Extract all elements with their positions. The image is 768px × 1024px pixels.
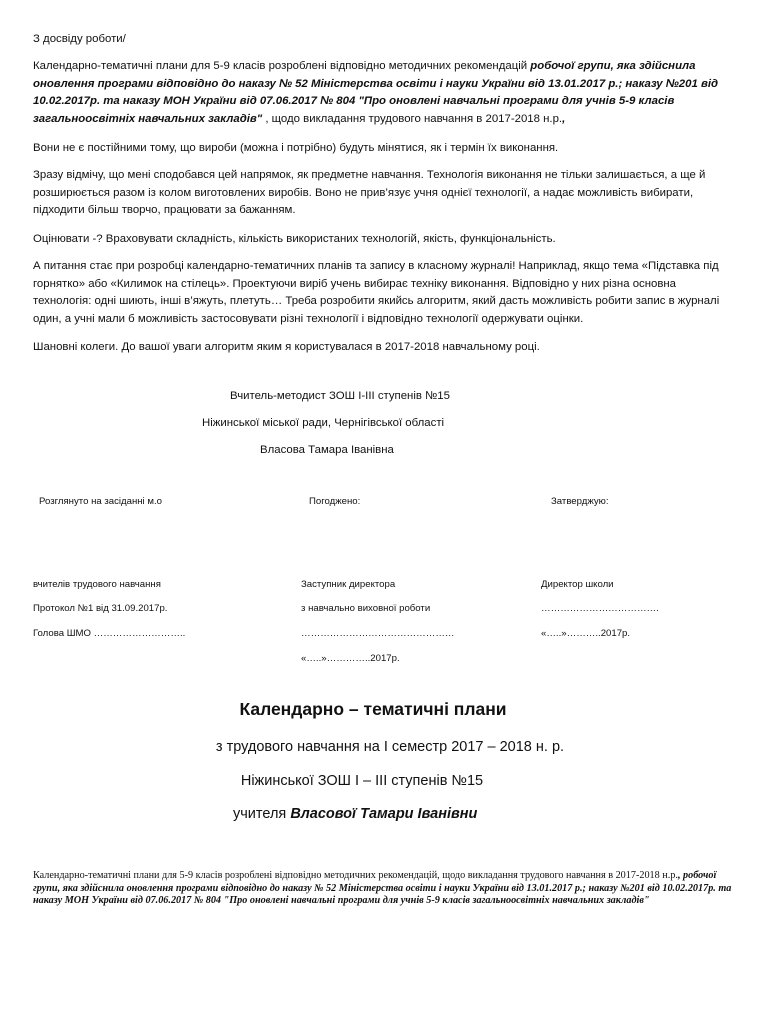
plan-school: Ніжинської ЗОШ І – ІІІ ступенів №15	[240, 773, 484, 789]
paragraph-question: А питання стає при розробці календарно-тематичних планів та запису в класному журналі! Наприклад, якщо тема «Підставка під горнятко» або «Килимок на стілець». Проектуючи виріб учень вибирає техніку виконання. Відповідно у них різна основна технологія: одні шиють, інші в’яжуть, плетуть… Треба розробити якийсь алгоритм, який дасть можливість робити запис в журналі один, а учні мали б можливість застосовувати різні технології і відповідно технології одержувати оцінки.	[33, 260, 720, 325]
paragraph-direction: Зразу відмічу, що мені сподобався цей напрямок, як предметне навчання. Технологія виконання не тільки залишається, а ще й розширюється разом із колом виготовлених виробів. Воно не прив’язує учня однієї технології, а надає можливість вибирати, підходити більш творчо, працювати за бажанням.	[33, 169, 706, 216]
plan-subtitle: з трудового навчання на І семестр 2017 – 2018 н. р.	[215, 739, 565, 755]
approval-col2-line3: …………………………………………	[301, 628, 455, 639]
approval-col1-head: Розглянуто на засіданні м.о	[39, 496, 162, 507]
author-institution: Ніжинської міської ради, Чернігівської області	[202, 417, 445, 429]
footnote-lead: Календарно-тематичні плани для 5-9 класів розроблені відповідно методичних рекомендацій, щодо викладання трудового навчання в 2017-2018 н.р.	[33, 870, 678, 881]
author-name: Власова Тамара Іванівна	[260, 444, 394, 456]
experience-label: З досвіду роботи/	[33, 33, 126, 45]
footnote-paragraph	[33, 870, 733, 908]
intro-orders: робочої групи, яка здійснила оновлення програми відповідно до наказу № 52 Міністерства освіти і науки України від 13.01.2017 р.; наказу №201 від 10.02.2017р. та наказу МОН України від 07.06.2017 № 804 "Про оновлені навчальні програми для учнів 5-9 класів загальноосвітніх навчальних закладів"	[33, 60, 719, 125]
approval-col2-line4: «…..»…………..2017р.	[301, 653, 400, 664]
approval-col3-line1: Директор школи	[541, 579, 614, 590]
author-position: Вчитель-методист ЗОШ І-ІІІ ступенів №15	[230, 390, 450, 402]
intro-paragraph	[33, 58, 733, 128]
intro-end: ,	[562, 112, 566, 125]
approval-col1-line2: Протокол №1 від 31.09.2017р.	[33, 603, 168, 614]
intro-lead: Календарно-тематичні плани для 5-9 класів розроблені відповідно методичних рекомендацій	[33, 60, 531, 72]
approval-col1-line1: вчителів трудового навчання	[33, 579, 161, 590]
paragraph-evaluation: Оцінювати -? Враховувати складність, кількість використаних технологій, якість, функціональність.	[33, 233, 556, 245]
paragraph-products: Вони не є постійними тому, що вироби (можна і потрібно) будуть мінятися, як і термін їх виконання.	[33, 142, 559, 154]
plan-teacher-label: учителя	[233, 806, 291, 822]
plan-teacher-name: Власової Тамари Іванівни	[290, 806, 478, 822]
paragraph-colleagues: Шановні колеги. До вашої уваги алгоритм яким я користувалася в 2017-2018 навчальному році.	[33, 341, 540, 353]
plan-teacher	[233, 806, 477, 824]
approval-col3-head: Затверджую:	[551, 496, 609, 507]
approval-col2-head: Погоджено:	[309, 496, 361, 507]
approval-col3-line2: ……………………………….	[541, 603, 659, 614]
intro-tail: , щодо викладання трудового навчання в 2017-2018 н.р.	[262, 112, 563, 125]
approval-col3-line3: «…..»………..2017р.	[541, 628, 631, 639]
footnote-orders: , робочої групи, яка здійснила оновлення програми відповідно до наказу № 52 Міністерства освіти і науки України від 13.01.2017 р.; наказу №201 від 10.02.2017р. та наказу МОН України від 07.06.2017 № 804 "Про оновлені навчальні програми для учнів 5-9 класів загальноосвітніх навчальних закладів"	[33, 870, 732, 907]
approval-col2-line2: з навчально виховної роботи	[301, 603, 431, 614]
approval-col2-line1: Заступник директора	[301, 579, 396, 590]
plan-title: Календарно – тематичні плани	[239, 699, 507, 719]
approval-col1-line3: Голова ШМО ………………………..	[33, 628, 186, 639]
